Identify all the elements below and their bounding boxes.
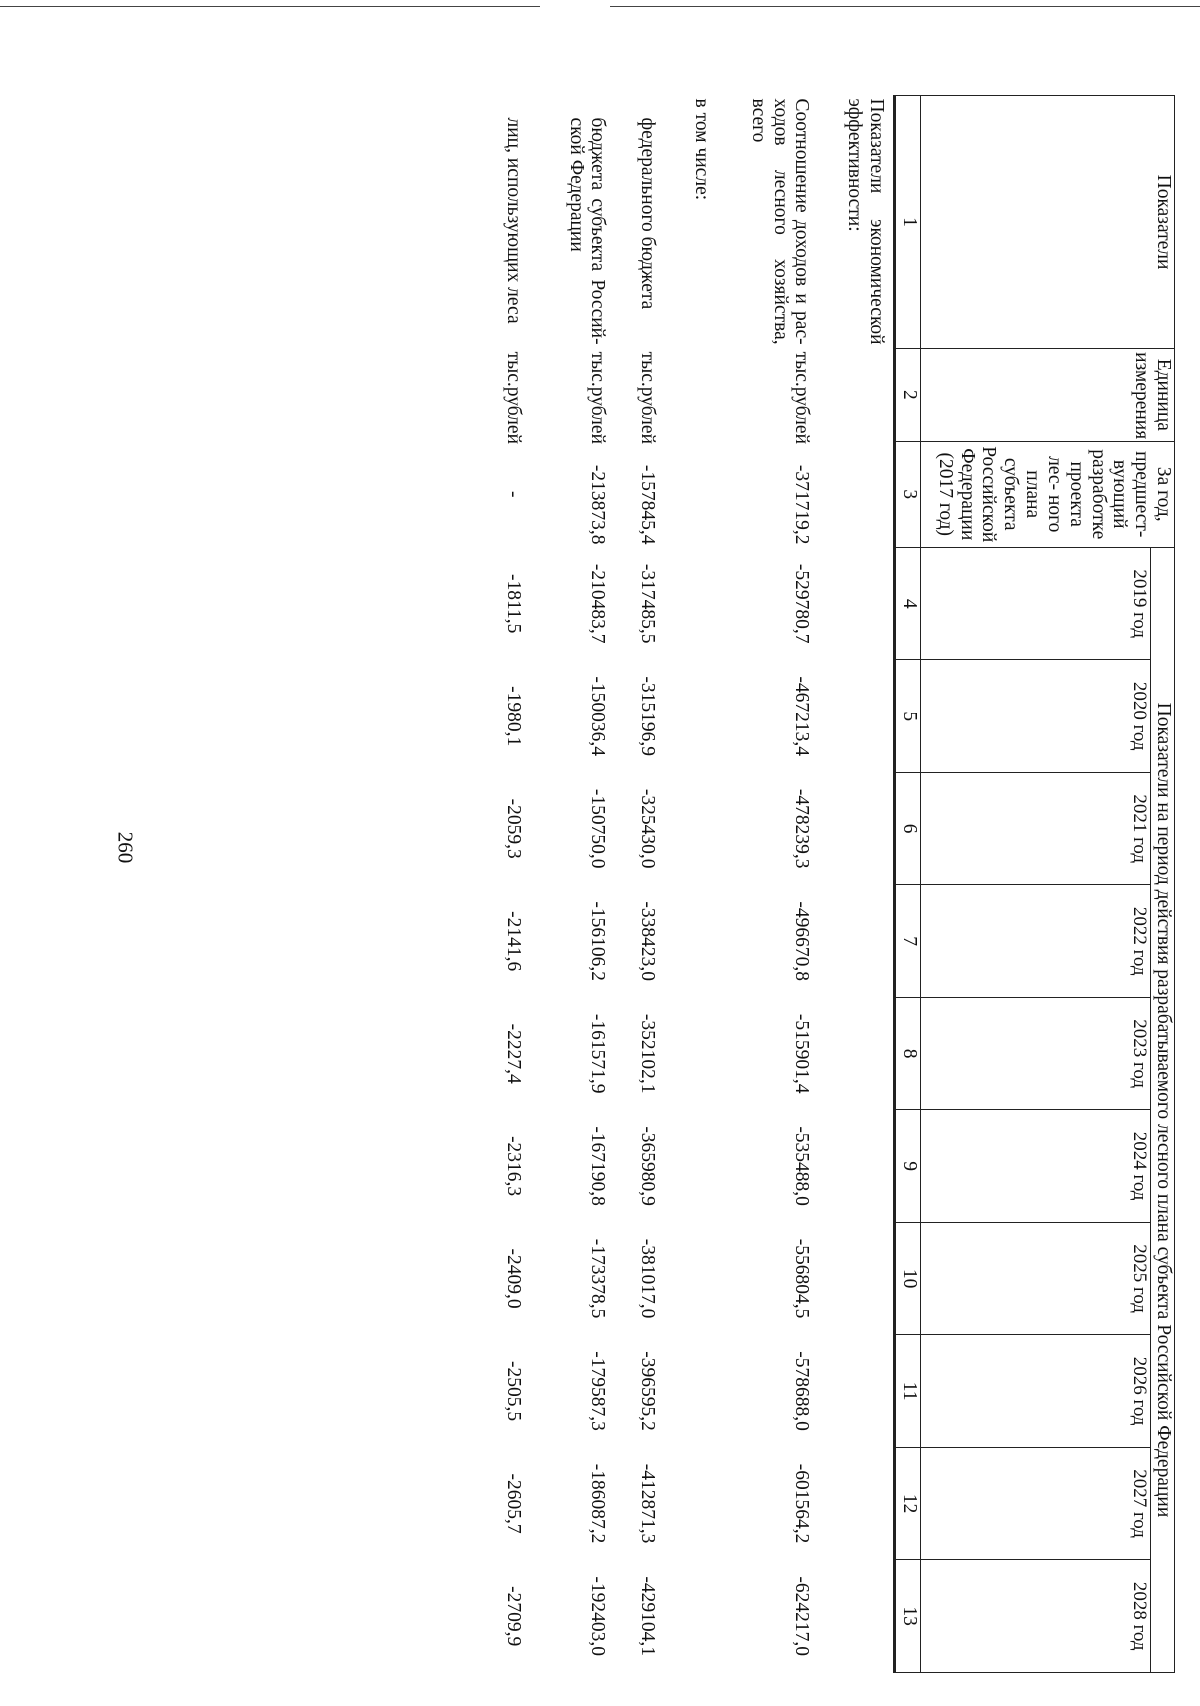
row-unit: тыс.рублей [791,351,813,445]
value-2021: -478239,3 [791,788,813,869]
value-2019: -529780,7 [791,563,813,644]
header-year-2020: 2020 год [921,660,1151,772]
row-unit: тыс.рублей [503,351,525,445]
value-2026: -179587,3 [587,1351,609,1431]
row-label: бюджета субъекта Россий- ской Федерации [565,117,609,345]
value-2020: -315196,9 [637,676,659,756]
column-number: 3 [895,441,921,547]
page-number: 260 [113,831,138,864]
value-2019: -210483,7 [587,563,609,644]
table-row [477,96,537,1673]
value-2026: -578688,0 [791,1351,813,1431]
value-2019: -1811,5 [503,574,525,634]
column-number: 9 [895,1110,921,1222]
value-2023: -515901,4 [791,1013,813,1094]
column-number: 2 [895,349,921,441]
value-2019: -317485,5 [637,563,659,644]
value-2021: -150750,0 [587,788,609,869]
value-2028: -192403,0 [587,1576,609,1656]
table-row [613,96,673,1673]
value-2023: -161571,9 [587,1013,609,1094]
value-2025: -556804,5 [791,1238,813,1319]
column-number: 5 [895,660,921,772]
header-year-2027: 2027 год [921,1447,1151,1559]
scan-edge-line-left [0,6,540,7]
economic-efficiency-table [477,95,1176,1673]
column-number: 7 [895,885,921,997]
value-2020: -467213,4 [791,676,813,756]
value-2022: -156106,2 [587,901,609,981]
value-2023: -2227,4 [503,1023,525,1084]
value-2026: -396595,2 [637,1351,659,1431]
value-2027: -2605,7 [503,1473,525,1534]
value-2017: -371719,2 [791,464,813,545]
value-2024: -365980,9 [637,1126,659,1206]
column-number: 10 [895,1222,921,1334]
value-2027: -186087,2 [587,1463,609,1544]
value-2023: -352102,1 [637,1013,659,1094]
value-2026: -2505,5 [503,1361,525,1422]
value-2022: -338423,0 [637,901,659,981]
table-row [825,96,895,1673]
value-2024: -167190,8 [587,1126,609,1206]
value-2017: -213873,8 [587,464,609,545]
value-2028: -429104,1 [637,1576,659,1656]
header-year-2026: 2026 год [921,1335,1151,1447]
column-number: 8 [895,997,921,1109]
row-label: федерального бюджета [637,117,659,310]
header-indicators: Показатели [921,96,1175,349]
value-2021: -325430,0 [637,788,659,869]
scan-edge-line-right [610,6,1200,7]
value-2024: -2316,3 [503,1136,525,1197]
column-number: 6 [895,772,921,884]
header-year-2025: 2025 год [921,1222,1151,1334]
header-year-2024: 2024 год [921,1110,1151,1222]
value-2025: -381017,0 [637,1238,659,1319]
header-year-2023: 2023 год [921,997,1151,1109]
value-2021: -2059,3 [503,798,525,859]
table-row [673,96,729,1673]
value-2028: -2709,9 [503,1586,525,1647]
value-2025: -2409,0 [503,1248,525,1309]
row-unit: тыс.рублей [637,351,659,445]
value-2024: -535488,0 [791,1126,813,1206]
column-number: 12 [895,1447,921,1559]
row-label-including: в том числе: [691,98,713,201]
table-row [537,96,613,1673]
value-2025: -173378,5 [587,1238,609,1319]
header-year-2019: 2019 год [921,547,1151,659]
column-number: 4 [895,547,921,659]
rotated-table-page [165,95,1175,1675]
value-2022: -496670,8 [791,901,813,981]
value-2027: -412871,3 [637,1463,659,1544]
value-2020: -150036,4 [587,676,609,756]
header-unit: Единица измерения [921,349,1175,441]
value-2027: -601564,2 [791,1463,813,1544]
header-year-2022: 2022 год [921,885,1151,997]
header-base-year: За год, предшест- вующий разработке проекта лес- ного плана субъекта Российской Федерации (2017 год) [921,441,1175,547]
row-label-section-title: Показатели экономической эффективности: [844,98,887,345]
row-label: лиц, использующих леса [503,117,525,324]
header-year-2021: 2021 год [921,772,1151,884]
column-number: 11 [895,1335,921,1447]
value-2022: -2141,6 [503,911,525,972]
value-2020: -1980,1 [503,686,525,747]
table-row [729,96,825,1673]
value-2017: -157845,4 [637,464,659,545]
column-number: 1 [895,96,921,349]
row-unit: тыс.рублей [587,351,609,445]
column-number: 13 [895,1560,921,1673]
value-2028: -624217,0 [791,1576,813,1656]
row-label: Соотношение доходов и рас- ходов лесного хозяйства, всего [747,98,813,345]
header-period-group: Показатели на период действия разрабатываемого лесного плана субъекта Российской Федерации [1151,547,1175,1672]
header-year-2028: 2028 год [921,1560,1151,1673]
value-2017: - [503,490,525,498]
